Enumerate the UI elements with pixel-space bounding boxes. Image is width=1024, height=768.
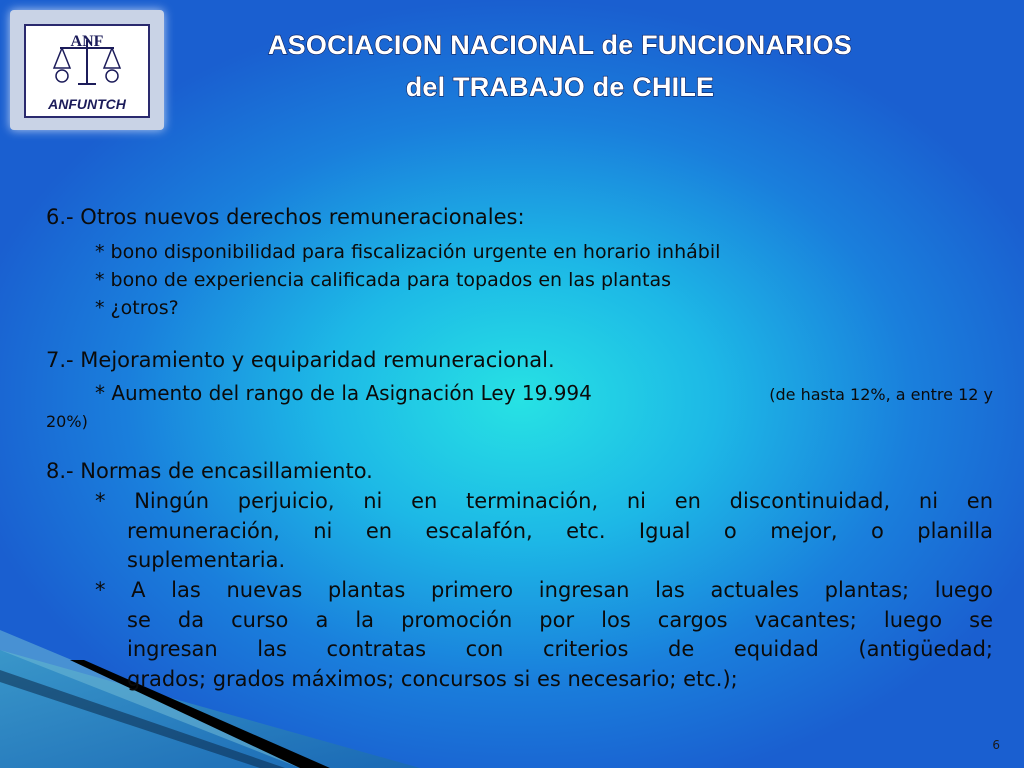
section-7-heading: 7.- Mejoramiento y equiparidad remuneracional. [46, 348, 555, 372]
section-6-item: * ¿otros? [95, 297, 179, 319]
slide-title-line-2: del TRABAJO de CHILE [405, 72, 715, 102]
logo-name: ANFUNTCH [48, 96, 126, 112]
section-8-item-2-line: * A las nuevas plantas primero ingresan las actuales plantas; luego [95, 578, 993, 602]
page-number: 6 [992, 738, 1000, 752]
slide-title-line-1: ASOCIACION NACIONAL de FUNCIONARIOS [267, 30, 853, 60]
logo-frame [24, 24, 150, 118]
section-8-item-1-line: remuneración, ni en escalafón, etc. Igual o mejor, o planilla [127, 519, 993, 543]
section-6-heading: 6.- Otros nuevos derechos remuneracionales: [46, 205, 525, 229]
section-8-item-2-line: se da curso a la promoción por los cargos vacantes; luego se [127, 608, 993, 632]
section-7-item-note-continued: 20%) [46, 412, 88, 431]
section-8-item-1-line: * Ningún perjuicio, ni en terminación, ni en discontinuidad, ni en [95, 489, 993, 513]
section-8-item-1-line: suplementaria. [127, 548, 286, 572]
section-6-item: * bono disponibilidad para fiscalización urgente en horario inhábil [95, 241, 721, 263]
scales-of-justice-icon [26, 26, 148, 96]
section-8-item-2-line: grados; grados máximos; concursos si es necesario; etc.); [127, 667, 738, 691]
section-7-item [95, 381, 993, 405]
logo [10, 10, 164, 130]
section-7-item-main: * Aumento del rango de la Asignación Ley 19.994 [95, 381, 592, 405]
section-8-item-2-line: ingresan las contratas con criterios de equidad (antigüedad; [127, 637, 993, 661]
section-8-heading: 8.- Normas de encasillamiento. [46, 459, 373, 483]
logo-letters: ANF [70, 33, 104, 50]
section-6-item: * bono de experiencia calificada para topados en las plantas [95, 269, 671, 291]
section-7-item-note: (de hasta 12%, a entre 12 y [769, 385, 993, 404]
